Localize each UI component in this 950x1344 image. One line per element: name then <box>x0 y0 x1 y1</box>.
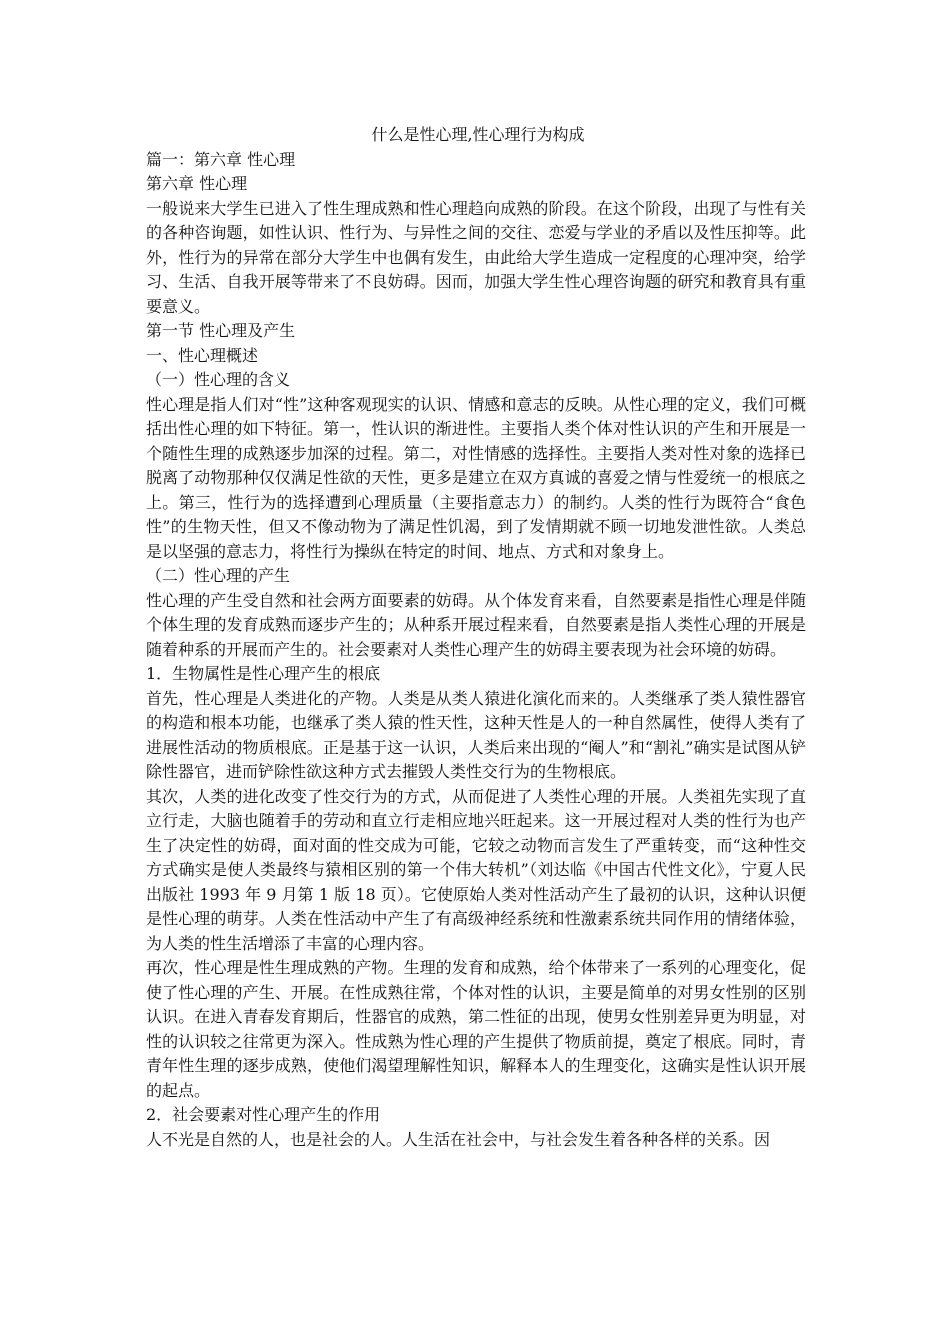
paragraph-definition: 性心理是指人们对“性”这种客观现实的认识、情感和意志的反映。从性心理的定义，我们可概括出性心理的如下特征。第一，性认识的渐进性。主要指人类个体对性认识的产生和开展是一个随性生理的成熟逐步加深的过程。第二，对性情感的选择性。主要指人类对性对象的选择已脱离了动物那种仅仅满足性欲的天性，更多是建立在双方真诚的喜爱之情与性爱统一的根底之上。第三，性行为的选择遭到心理质量（主要指意志力）的制约。人类的性行为既符合“食色性”的生物天性，但又不像动物为了满足性饥渴，到了发情期就不顾一切地发泄性欲。人类总是以坚强的意志力，将性行为操纵在特定的时间、地点、方式和对象身上。 <box>146 394 806 561</box>
paragraph-chapter-heading: 第六章 性心理 <box>146 174 248 193</box>
paragraph-second: 其次，人类的进化改变了性交行为的方式，从而促进了人类性心理的开展。人类祖先实现了直立行走，大脑也随着手的劳动和直立行走相应地兴旺起来。这一开展过程对人类的性行为也产生了决定性的妨碍，面对面的性交成为可能，它较之动物而言发生了严重转变，而“这种性交方式确实是使人类最终与猿相区别的第一个伟大转机”（刘达临《中国古代性文化》，宁夏人民出版社 1993 年 9 月第 1 版 18 页）。它使原始人类对性活动产生了最初的认识，这种认识便是性心理的萌芽。人类在性活动中产生了有高级神经系统和性激素系统共同作用的情绪体验，为人类的性生活增添了丰富的心理内容。 <box>146 786 806 953</box>
document-body <box>146 123 806 1152</box>
paragraph-point-heading-2: 2．社会要素对性心理产生的作用 <box>146 1105 381 1124</box>
paragraph-part-heading: 篇一：第六章 性心理 <box>146 149 296 169</box>
paragraph-third: 再次，性心理是性生理成熟的产物。生理的发育和成熟，给个体带来了一系列的心理变化，促使了性心理的产生、开展。在性成熟往常，个体对性的认识，主要是简单的对男女性别的区别认识。在进入青春发育期后，性器官的成熟，第二性征的出现，使男女性别差异更为明显，对性的认识较之往常更为深入。性成熟为性心理的产生提供了物质前提，奠定了根底。同时，青青年性生理的逐步成熟，使他们渴望理解性知识，解释本人的生理变化，这确实是性认识开展的起点。 <box>146 958 806 1100</box>
paragraph-intro: 一般说来大学生已进入了性生理成熟和性心理趋向成熟的阶段。在这个阶段，出现了与性有关的各种咨询题，如性认识、性行为、与异性之间的交往、恋爱与学业的矛盾以及性压抑等。此外，性行为的异常在部分大学生中也偶有发生，由此给大学生造成一定程度的心理冲突，给学习、生活、自我开展等带来了不良妨碍。因而，加强大学生性心理咨询题的研究和教育具有重要意义。 <box>146 198 806 316</box>
paragraph-section-heading: 第一节 性心理及产生 <box>146 321 296 340</box>
paragraph-item-heading-2: （二）性心理的产生 <box>146 566 291 585</box>
paragraph-point-heading-1: 1．生物属性是性心理产生的根底 <box>146 664 381 683</box>
paragraph-first: 首先，性心理是人类进化的产物。人类是从类人猿进化演化而来的。人类继承了类人猿性器官的构造和根本功能，也继承了类人猿的性天性，这种天性是人的一种自然属性，使得人类有了进展性活动的物质根底。正是基于这一认识，人类后来出现的“阉人”和“割礼”确实是试图从铲除性器官，进而铲除性欲这种方式去摧毁人类性交行为的生物根底。 <box>146 688 806 781</box>
paragraph-social: 人不光是自然的人，也是社会的人。人生活在社会中，与社会发生着各种各样的关系。因 <box>146 1129 771 1149</box>
paragraph-item-heading-1: （一）性心理的含义 <box>146 370 291 389</box>
paragraph-origin: 性心理的产生受自然和社会两方面要素的妨碍。从个体发育来看，自然要素是指性心理是伴随个体生理的发育成熟而逐步产生的；从种系开展过程来看，自然要素是指人类性心理的开展是随着种系的开展而产生的。社会要素对人类性心理产生的妨碍主要表现为社会环境的妨碍。 <box>146 590 806 659</box>
document-title: 什么是性心理,性心理行为构成 <box>371 125 585 144</box>
paragraph-subsection-heading: 一、性心理概述 <box>146 345 259 365</box>
